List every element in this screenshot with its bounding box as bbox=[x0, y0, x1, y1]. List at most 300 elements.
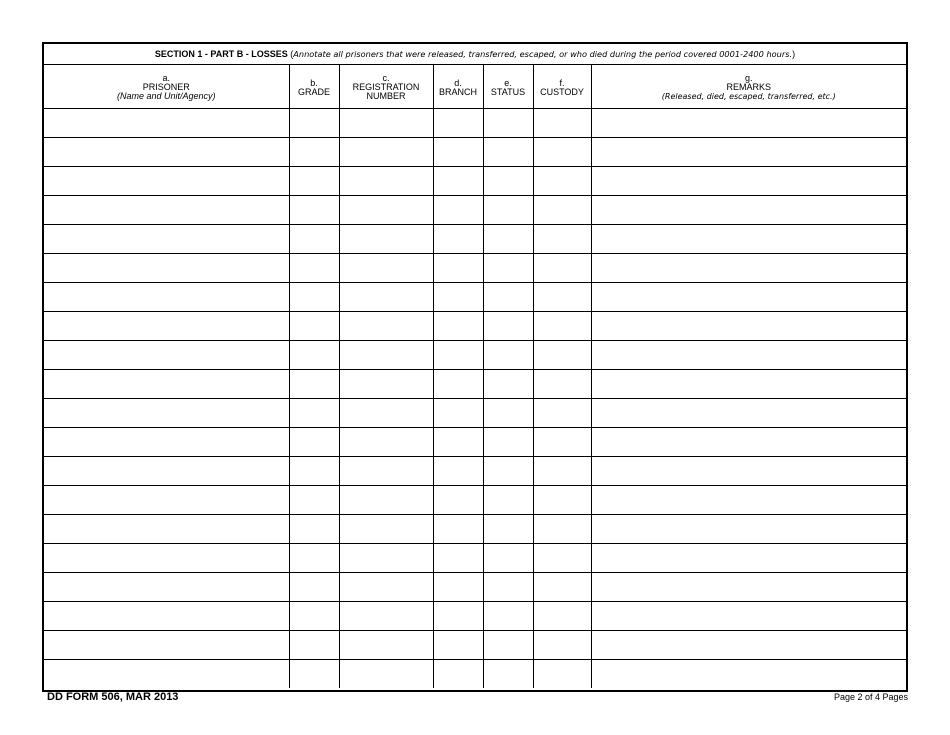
grade-field[interactable] bbox=[290, 138, 339, 166]
registration-number-field[interactable] bbox=[340, 167, 433, 195]
branch-field[interactable] bbox=[434, 167, 483, 195]
branch-field[interactable] bbox=[434, 515, 483, 543]
cell-registration-number[interactable] bbox=[339, 109, 433, 138]
cell-custody[interactable] bbox=[533, 138, 591, 167]
cell-registration-number[interactable] bbox=[339, 370, 433, 399]
cell-registration-number[interactable] bbox=[339, 167, 433, 196]
cell-remarks[interactable] bbox=[591, 254, 906, 283]
grade-field[interactable] bbox=[290, 312, 339, 340]
losses-form bbox=[42, 42, 908, 692]
prisoner-field[interactable] bbox=[44, 457, 289, 485]
remarks-field[interactable] bbox=[592, 399, 907, 427]
remarks-field[interactable] bbox=[592, 312, 907, 340]
grade-field[interactable] bbox=[290, 399, 339, 427]
cell-registration-number[interactable] bbox=[339, 515, 433, 544]
registration-number-field[interactable] bbox=[340, 573, 433, 601]
grade-field[interactable] bbox=[290, 167, 339, 195]
registration-number-field[interactable] bbox=[340, 225, 433, 253]
grade-field[interactable] bbox=[290, 486, 339, 514]
cell-prisoner[interactable] bbox=[44, 225, 289, 254]
table-row bbox=[44, 341, 906, 370]
cell-prisoner[interactable] bbox=[44, 399, 289, 428]
registration-number-field[interactable] bbox=[340, 457, 433, 485]
custody-field[interactable] bbox=[534, 544, 591, 572]
cell-remarks[interactable] bbox=[591, 486, 906, 515]
table-row bbox=[44, 109, 906, 138]
remarks-field[interactable] bbox=[592, 457, 907, 485]
registration-number-field[interactable] bbox=[340, 312, 433, 340]
cell-status[interactable] bbox=[483, 167, 533, 196]
prisoner-field[interactable] bbox=[44, 660, 289, 688]
cell-prisoner[interactable] bbox=[44, 457, 289, 486]
custody-field[interactable] bbox=[534, 138, 591, 166]
status-field[interactable] bbox=[484, 486, 533, 514]
status-field[interactable] bbox=[484, 283, 533, 311]
cell-status[interactable] bbox=[483, 428, 533, 457]
status-field[interactable] bbox=[484, 660, 533, 688]
branch-field[interactable] bbox=[434, 370, 483, 398]
prisoner-field[interactable] bbox=[44, 138, 289, 166]
custody-field[interactable] bbox=[534, 341, 591, 369]
remarks-field[interactable] bbox=[592, 138, 907, 166]
cell-prisoner[interactable] bbox=[44, 544, 289, 573]
table-row bbox=[44, 399, 906, 428]
cell-branch[interactable] bbox=[433, 312, 483, 341]
cell-custody[interactable] bbox=[533, 457, 591, 486]
prisoner-field[interactable] bbox=[44, 167, 289, 195]
cell-status[interactable] bbox=[483, 138, 533, 167]
status-field[interactable] bbox=[484, 109, 533, 137]
table-row bbox=[44, 486, 906, 515]
cell-remarks[interactable] bbox=[591, 573, 906, 602]
cell-branch[interactable] bbox=[433, 399, 483, 428]
status-field[interactable] bbox=[484, 254, 533, 282]
column-label: GRADE bbox=[297, 86, 330, 97]
status-field[interactable] bbox=[484, 399, 533, 427]
cell-remarks[interactable] bbox=[591, 312, 906, 341]
registration-number-field[interactable] bbox=[340, 660, 433, 688]
cell-remarks[interactable] bbox=[591, 370, 906, 399]
cell-registration-number[interactable] bbox=[339, 631, 433, 660]
branch-field[interactable] bbox=[434, 544, 483, 572]
cell-status[interactable] bbox=[483, 283, 533, 312]
prisoner-field[interactable] bbox=[44, 109, 289, 137]
branch-field[interactable] bbox=[434, 341, 483, 369]
column-label: PRISONER bbox=[142, 82, 190, 92]
cell-branch[interactable] bbox=[433, 225, 483, 254]
custody-field[interactable] bbox=[534, 660, 591, 688]
custody-field[interactable] bbox=[534, 486, 591, 514]
cell-status[interactable] bbox=[483, 457, 533, 486]
cell-status[interactable] bbox=[483, 312, 533, 341]
cell-status[interactable] bbox=[483, 602, 533, 631]
custody-field[interactable] bbox=[534, 370, 591, 398]
grade-field[interactable] bbox=[290, 109, 339, 137]
column-letter: g. bbox=[744, 73, 753, 83]
cell-grade[interactable] bbox=[289, 109, 339, 138]
table-row bbox=[44, 196, 906, 225]
registration-number-field[interactable] bbox=[340, 602, 433, 630]
status-field[interactable] bbox=[484, 312, 533, 340]
cell-remarks[interactable] bbox=[591, 138, 906, 167]
cell-prisoner[interactable] bbox=[44, 109, 289, 138]
cell-registration-number[interactable] bbox=[339, 602, 433, 631]
grade-field[interactable] bbox=[290, 544, 339, 572]
column-label: REGISTRATION bbox=[352, 82, 420, 92]
prisoner-field[interactable] bbox=[44, 225, 289, 253]
status-field[interactable] bbox=[484, 225, 533, 253]
prisoner-field[interactable] bbox=[44, 631, 289, 659]
cell-grade[interactable] bbox=[289, 283, 339, 312]
cell-prisoner[interactable] bbox=[44, 515, 289, 544]
grade-field[interactable] bbox=[290, 341, 339, 369]
grade-field[interactable] bbox=[290, 283, 339, 311]
cell-custody[interactable] bbox=[533, 312, 591, 341]
column-label: REMARKS bbox=[726, 82, 771, 92]
cell-registration-number[interactable] bbox=[339, 312, 433, 341]
cell-grade[interactable] bbox=[289, 544, 339, 573]
cell-branch[interactable] bbox=[433, 602, 483, 631]
custody-field[interactable] bbox=[534, 109, 591, 137]
custody-field[interactable] bbox=[534, 254, 591, 282]
cell-status[interactable] bbox=[483, 109, 533, 138]
remarks-field[interactable] bbox=[592, 573, 907, 601]
cell-grade[interactable] bbox=[289, 341, 339, 370]
cell-grade[interactable] bbox=[289, 225, 339, 254]
cell-grade[interactable] bbox=[289, 486, 339, 515]
cell-grade[interactable] bbox=[289, 254, 339, 283]
grade-field[interactable] bbox=[290, 660, 339, 688]
branch-field[interactable] bbox=[434, 573, 483, 601]
cell-grade[interactable] bbox=[289, 573, 339, 602]
status-field[interactable] bbox=[484, 602, 533, 630]
grade-field[interactable] bbox=[290, 457, 339, 485]
cell-custody[interactable] bbox=[533, 544, 591, 573]
prisoner-field[interactable] bbox=[44, 312, 289, 340]
cell-grade[interactable] bbox=[289, 399, 339, 428]
cell-remarks[interactable] bbox=[591, 399, 906, 428]
status-field[interactable] bbox=[484, 457, 533, 485]
grade-field[interactable] bbox=[290, 254, 339, 282]
cell-custody[interactable] bbox=[533, 283, 591, 312]
grade-field[interactable] bbox=[290, 370, 339, 398]
cell-custody[interactable] bbox=[533, 167, 591, 196]
column-label: BRANCH bbox=[438, 86, 477, 97]
cell-custody[interactable] bbox=[533, 515, 591, 544]
registration-number-field[interactable] bbox=[340, 515, 433, 543]
cell-grade[interactable] bbox=[289, 312, 339, 341]
cell-grade[interactable] bbox=[289, 138, 339, 167]
custody-field[interactable] bbox=[534, 457, 591, 485]
cell-custody[interactable] bbox=[533, 370, 591, 399]
cell-registration-number[interactable] bbox=[339, 573, 433, 602]
custody-field[interactable] bbox=[534, 399, 591, 427]
registration-number-field[interactable] bbox=[340, 370, 433, 398]
status-field[interactable] bbox=[484, 428, 533, 456]
cell-prisoner[interactable] bbox=[44, 312, 289, 341]
prisoner-field[interactable] bbox=[44, 428, 289, 456]
cell-branch[interactable] bbox=[433, 370, 483, 399]
table-row bbox=[44, 602, 906, 631]
cell-prisoner[interactable] bbox=[44, 283, 289, 312]
custody-field[interactable] bbox=[534, 196, 591, 224]
cell-custody[interactable] bbox=[533, 486, 591, 515]
grade-field[interactable] bbox=[290, 631, 339, 659]
remarks-field[interactable] bbox=[592, 109, 907, 137]
cell-custody[interactable] bbox=[533, 602, 591, 631]
cell-branch[interactable] bbox=[433, 196, 483, 225]
cell-prisoner[interactable] bbox=[44, 254, 289, 283]
remarks-field[interactable] bbox=[592, 341, 907, 369]
cell-remarks[interactable] bbox=[591, 196, 906, 225]
branch-field[interactable] bbox=[434, 602, 483, 630]
branch-field[interactable] bbox=[434, 109, 483, 137]
cell-status[interactable] bbox=[483, 225, 533, 254]
status-field[interactable] bbox=[484, 138, 533, 166]
cell-registration-number[interactable] bbox=[339, 254, 433, 283]
column-label: STATUS bbox=[490, 86, 526, 97]
status-field[interactable] bbox=[484, 573, 533, 601]
cell-remarks[interactable] bbox=[591, 515, 906, 544]
cell-branch[interactable] bbox=[433, 138, 483, 167]
cell-branch[interactable] bbox=[433, 631, 483, 660]
cell-prisoner[interactable] bbox=[44, 486, 289, 515]
cell-grade[interactable] bbox=[289, 196, 339, 225]
registration-number-field[interactable] bbox=[340, 196, 433, 224]
cell-grade[interactable] bbox=[289, 660, 339, 689]
grade-field[interactable] bbox=[290, 428, 339, 456]
cell-prisoner[interactable] bbox=[44, 631, 289, 660]
cell-grade[interactable] bbox=[289, 602, 339, 631]
cell-grade[interactable] bbox=[289, 167, 339, 196]
cell-status[interactable] bbox=[483, 370, 533, 399]
prisoner-field[interactable] bbox=[44, 341, 289, 369]
cell-registration-number[interactable] bbox=[339, 196, 433, 225]
cell-prisoner[interactable] bbox=[44, 167, 289, 196]
registration-number-field[interactable] bbox=[340, 341, 433, 369]
cell-custody[interactable] bbox=[533, 254, 591, 283]
cell-registration-number[interactable] bbox=[339, 399, 433, 428]
cell-branch[interactable] bbox=[433, 254, 483, 283]
branch-field[interactable] bbox=[434, 428, 483, 456]
prisoner-field[interactable] bbox=[44, 196, 289, 224]
cell-status[interactable] bbox=[483, 631, 533, 660]
grade-field[interactable] bbox=[290, 515, 339, 543]
grade-field[interactable] bbox=[290, 225, 339, 253]
cell-status[interactable] bbox=[483, 341, 533, 370]
branch-field[interactable] bbox=[434, 457, 483, 485]
cell-remarks[interactable] bbox=[591, 341, 906, 370]
remarks-field[interactable] bbox=[592, 428, 907, 456]
prisoner-field[interactable] bbox=[44, 399, 289, 427]
cell-custody[interactable] bbox=[533, 428, 591, 457]
cell-remarks[interactable] bbox=[591, 428, 906, 457]
remarks-field[interactable] bbox=[592, 515, 907, 543]
branch-field[interactable] bbox=[434, 138, 483, 166]
remarks-field[interactable] bbox=[592, 283, 907, 311]
registration-number-field[interactable] bbox=[340, 283, 433, 311]
registration-number-field[interactable] bbox=[340, 399, 433, 427]
cell-status[interactable] bbox=[483, 660, 533, 689]
registration-number-field[interactable] bbox=[340, 486, 433, 514]
prisoner-field[interactable] bbox=[44, 573, 289, 601]
grade-field[interactable] bbox=[290, 602, 339, 630]
cell-registration-number[interactable] bbox=[339, 544, 433, 573]
remarks-field[interactable] bbox=[592, 486, 907, 514]
custody-field[interactable] bbox=[534, 167, 591, 195]
cell-grade[interactable] bbox=[289, 631, 339, 660]
remarks-field[interactable] bbox=[592, 660, 907, 688]
grade-field[interactable] bbox=[290, 196, 339, 224]
branch-field[interactable] bbox=[434, 631, 483, 659]
cell-remarks[interactable] bbox=[591, 225, 906, 254]
branch-field[interactable] bbox=[434, 660, 483, 688]
cell-status[interactable] bbox=[483, 544, 533, 573]
status-field[interactable] bbox=[484, 167, 533, 195]
cell-registration-number[interactable] bbox=[339, 457, 433, 486]
custody-field[interactable] bbox=[534, 515, 591, 543]
cell-registration-number[interactable] bbox=[339, 138, 433, 167]
cell-remarks[interactable] bbox=[591, 631, 906, 660]
cell-branch[interactable] bbox=[433, 341, 483, 370]
grade-field[interactable] bbox=[290, 573, 339, 601]
cell-custody[interactable] bbox=[533, 660, 591, 689]
cell-remarks[interactable] bbox=[591, 660, 906, 689]
cell-custody[interactable] bbox=[533, 225, 591, 254]
cell-remarks[interactable] bbox=[591, 457, 906, 486]
prisoner-field[interactable] bbox=[44, 254, 289, 282]
cell-registration-number[interactable] bbox=[339, 283, 433, 312]
cell-status[interactable] bbox=[483, 254, 533, 283]
cell-branch[interactable] bbox=[433, 283, 483, 312]
custody-field[interactable] bbox=[534, 225, 591, 253]
cell-prisoner[interactable] bbox=[44, 370, 289, 399]
cell-grade[interactable] bbox=[289, 428, 339, 457]
registration-number-field[interactable] bbox=[340, 254, 433, 282]
cell-remarks[interactable] bbox=[591, 283, 906, 312]
prisoner-field[interactable] bbox=[44, 486, 289, 514]
branch-field[interactable] bbox=[434, 254, 483, 282]
branch-field[interactable] bbox=[434, 486, 483, 514]
cell-branch[interactable] bbox=[433, 457, 483, 486]
column-header-status bbox=[483, 65, 533, 109]
cell-custody[interactable] bbox=[533, 631, 591, 660]
cell-registration-number[interactable] bbox=[339, 486, 433, 515]
cell-branch[interactable] bbox=[433, 486, 483, 515]
status-field[interactable] bbox=[484, 196, 533, 224]
cell-branch[interactable] bbox=[433, 428, 483, 457]
cell-registration-number[interactable] bbox=[339, 660, 433, 689]
custody-field[interactable] bbox=[534, 602, 591, 630]
cell-remarks[interactable] bbox=[591, 109, 906, 138]
registration-number-field[interactable] bbox=[340, 138, 433, 166]
cell-remarks[interactable] bbox=[591, 602, 906, 631]
remarks-field[interactable] bbox=[592, 602, 907, 630]
cell-grade[interactable] bbox=[289, 457, 339, 486]
custody-field[interactable] bbox=[534, 283, 591, 311]
branch-field[interactable] bbox=[434, 399, 483, 427]
remarks-field[interactable] bbox=[592, 370, 907, 398]
branch-field[interactable] bbox=[434, 225, 483, 253]
cell-registration-number[interactable] bbox=[339, 225, 433, 254]
registration-number-field[interactable] bbox=[340, 109, 433, 137]
branch-field[interactable] bbox=[434, 283, 483, 311]
cell-prisoner[interactable] bbox=[44, 573, 289, 602]
status-field[interactable] bbox=[484, 341, 533, 369]
column-letter: d. bbox=[454, 77, 462, 88]
cell-prisoner[interactable] bbox=[44, 428, 289, 457]
cell-custody[interactable] bbox=[533, 196, 591, 225]
column-sublabel: (Released, died, escaped, transferred, etc.) bbox=[661, 92, 836, 101]
table-row bbox=[44, 283, 906, 312]
remarks-field[interactable] bbox=[592, 225, 907, 253]
prisoner-field[interactable] bbox=[44, 515, 289, 543]
custody-field[interactable] bbox=[534, 312, 591, 340]
cell-grade[interactable] bbox=[289, 515, 339, 544]
cell-branch[interactable] bbox=[433, 167, 483, 196]
cell-branch[interactable] bbox=[433, 660, 483, 689]
cell-registration-number[interactable] bbox=[339, 341, 433, 370]
column-header-prisoner bbox=[44, 65, 289, 109]
cell-status[interactable] bbox=[483, 399, 533, 428]
prisoner-field[interactable] bbox=[44, 370, 289, 398]
cell-status[interactable] bbox=[483, 196, 533, 225]
prisoner-field[interactable] bbox=[44, 544, 289, 572]
remarks-field[interactable] bbox=[592, 167, 907, 195]
branch-field[interactable] bbox=[434, 312, 483, 340]
remarks-field[interactable] bbox=[592, 544, 907, 572]
remarks-field[interactable] bbox=[592, 631, 907, 659]
cell-status[interactable] bbox=[483, 515, 533, 544]
cell-custody[interactable] bbox=[533, 399, 591, 428]
cell-prisoner[interactable] bbox=[44, 341, 289, 370]
remarks-field[interactable] bbox=[592, 254, 907, 282]
cell-remarks[interactable] bbox=[591, 544, 906, 573]
cell-prisoner[interactable] bbox=[44, 196, 289, 225]
branch-field[interactable] bbox=[434, 196, 483, 224]
status-field[interactable] bbox=[484, 544, 533, 572]
custody-field[interactable] bbox=[534, 631, 591, 659]
cell-branch[interactable] bbox=[433, 544, 483, 573]
cell-registration-number[interactable] bbox=[339, 428, 433, 457]
prisoner-field[interactable] bbox=[44, 602, 289, 630]
registration-number-field[interactable] bbox=[340, 631, 433, 659]
custody-field[interactable] bbox=[534, 573, 591, 601]
remarks-field[interactable] bbox=[592, 196, 907, 224]
status-field[interactable] bbox=[484, 631, 533, 659]
cell-branch[interactable] bbox=[433, 573, 483, 602]
cell-remarks[interactable] bbox=[591, 167, 906, 196]
prisoner-field[interactable] bbox=[44, 283, 289, 311]
registration-number-field[interactable] bbox=[340, 428, 433, 456]
cell-custody[interactable] bbox=[533, 109, 591, 138]
cell-branch[interactable] bbox=[433, 515, 483, 544]
status-field[interactable] bbox=[484, 515, 533, 543]
cell-status[interactable] bbox=[483, 573, 533, 602]
cell-custody[interactable] bbox=[533, 341, 591, 370]
cell-prisoner[interactable] bbox=[44, 602, 289, 631]
status-field[interactable] bbox=[484, 370, 533, 398]
custody-field[interactable] bbox=[534, 428, 591, 456]
cell-grade[interactable] bbox=[289, 370, 339, 399]
cell-prisoner[interactable] bbox=[44, 138, 289, 167]
cell-prisoner[interactable] bbox=[44, 660, 289, 689]
cell-status[interactable] bbox=[483, 486, 533, 515]
table-body bbox=[44, 109, 906, 689]
cell-custody[interactable] bbox=[533, 573, 591, 602]
registration-number-field[interactable] bbox=[340, 544, 433, 572]
cell-branch[interactable] bbox=[433, 109, 483, 138]
